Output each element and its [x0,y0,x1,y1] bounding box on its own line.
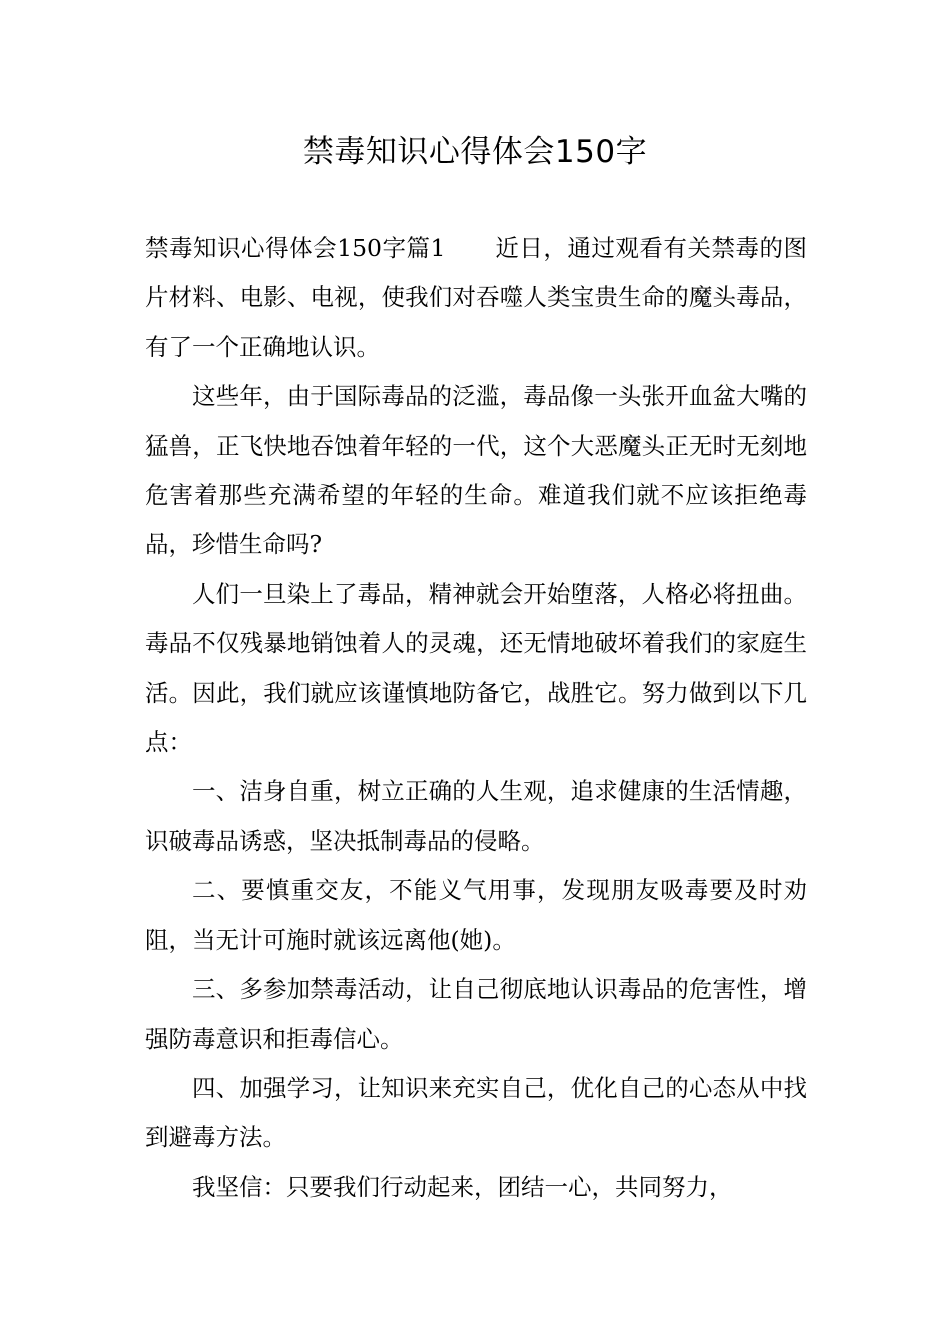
document-title: 禁毒知识心得体会150字 [302,134,648,170]
paragraph-1-text: 近日，通过观看有关禁毒的图片材料、电影、电视，使我们对吞噬人类宝贵生命的魔头毒品，有了一个正确地认识。 [145,234,807,361]
paragraph-2: 这些年，由于国际毒品的泛滥，毒品像一头张开血盆大嘴的猛兽，正飞快地吞蚀着年轻的一代，这个大恶魔头正无时无刻地危害着那些充满希望的年轻的生命。难道我们就不应该拒绝毒品，珍惜生命吗? [145,382,807,559]
paragraph-3: 人们一旦染上了毒品，精神就会开始堕落，人格必将扭曲。毒品不仅残暴地销蚀着人的灵魂，还无情地破坏着我们的家庭生活。因此，我们就应该谨慎地防备它，战胜它。努力做到以下几点： [145,579,807,757]
paragraph-6: 三、多参加禁毒活动，让自己彻底地认识毒品的危害性，增强防毒意识和拒毒信心。 [145,975,807,1053]
paragraph-7: 四、加强学习，让知识来充实自己，优化自己的心态从中找到避毒方法。 [145,1073,807,1152]
paragraph-1 [145,224,807,372]
paragraph-4: 一、洁身自重，树立正确的人生观，追求健康的生活情趣，识破毒品诱惑，坚决抵制毒品的侵略。 [145,777,807,855]
paragraph-8: 我坚信：只要我们行动起来，团结一心，共同努力， [192,1172,733,1201]
section-heading: 禁毒知识心得体会150字篇1 [145,234,446,262]
paragraph-5: 二、要慎重交友，不能义气用事，发现朋友吸毒要及时劝阻，当无计可施时就该远离他(她)。 [145,876,807,954]
document-body [145,224,807,1212]
